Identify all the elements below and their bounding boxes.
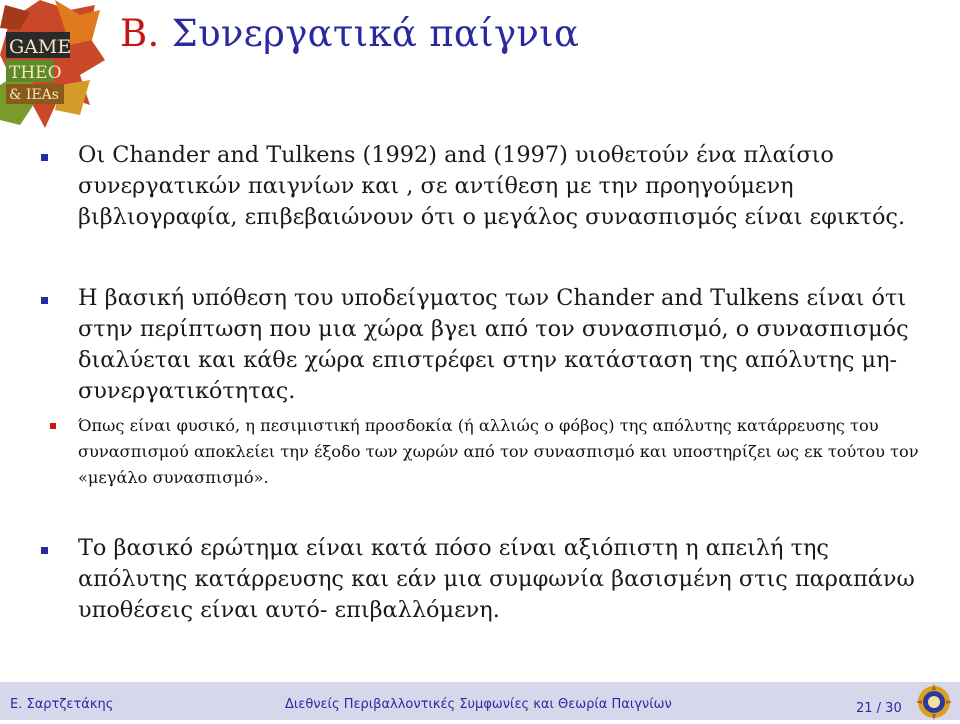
game-theory-logo <box>0 0 108 130</box>
bullet-item <box>40 140 930 233</box>
bullet-text: Η βασική υπόθεση του υποδείγματος των Chander and Tulkens είναι ότι στην περίπτωση που μια χώρα βγει από τον συνασπισμό, ο συνασπισμός διαλύεται και κάθε χώρα επιστρέφει στην κατάσταση της απόλυτης μη- συνεργατικότητας. <box>78 285 909 404</box>
university-seal-icon <box>912 682 956 720</box>
footer-author: Ε. Σαρτζετάκης <box>10 697 114 712</box>
footer-title: Διεθνείς Περιβαλλοντικές Συμφωνίες και Θεωρία Παιγνίων <box>285 697 672 712</box>
slide-title-number: B. <box>120 12 160 55</box>
sub-bullet-item <box>40 413 930 491</box>
logo-text-ieas: & IEAs <box>9 87 59 103</box>
sub-bullet-text: Όπως είναι φυσικό, η πεσιμιστική προσδοκία (ή αλλιώς ο φόβος) της απόλυτης κατάρρευσης του συνασπισμού αποκλείει την έξοδο των χωρών από τον συνασπισμό και υποστηρίζει ως εκ τούτου τον «μεγάλο συνασπισμό». <box>78 416 919 487</box>
bullet-text: Οι Chander and Tulkens (1992) and (1997) υιοθετούν ένα πλαίσιο συνεργατικών παιγνίων και , σε αντίθεση με την προηγούμενη βιβλιογραφία, επιβεβαιώνουν ότι ο μεγάλος συνασπισμός είναι εφικτός. <box>78 142 906 230</box>
page-number: 21 / 30 <box>856 701 902 716</box>
slide-title-text: Συνεργατικά παίγνια <box>171 12 580 55</box>
bullet-item <box>40 283 930 407</box>
square-sub-bullet-icon <box>50 423 56 429</box>
slide-footer <box>0 682 960 720</box>
slide-content <box>40 140 930 626</box>
square-bullet-icon <box>41 547 48 554</box>
square-bullet-icon <box>41 297 48 304</box>
slide-title <box>120 12 579 55</box>
bullet-item <box>40 533 930 626</box>
logo-text-game: GAME <box>9 36 72 58</box>
bullet-text: Το βασικό ερώτημα είναι κατά πόσο είναι αξιόπιστη η απειλή της απόλυτης κατάρρευσης και εάν μια συμφωνία βασισμένη στις παραπάνω υποθέσεις είναι αυτό- επιβαλλόμενη. <box>78 535 915 623</box>
logo-text-theo: THEO <box>9 63 62 83</box>
square-bullet-icon <box>41 154 48 161</box>
